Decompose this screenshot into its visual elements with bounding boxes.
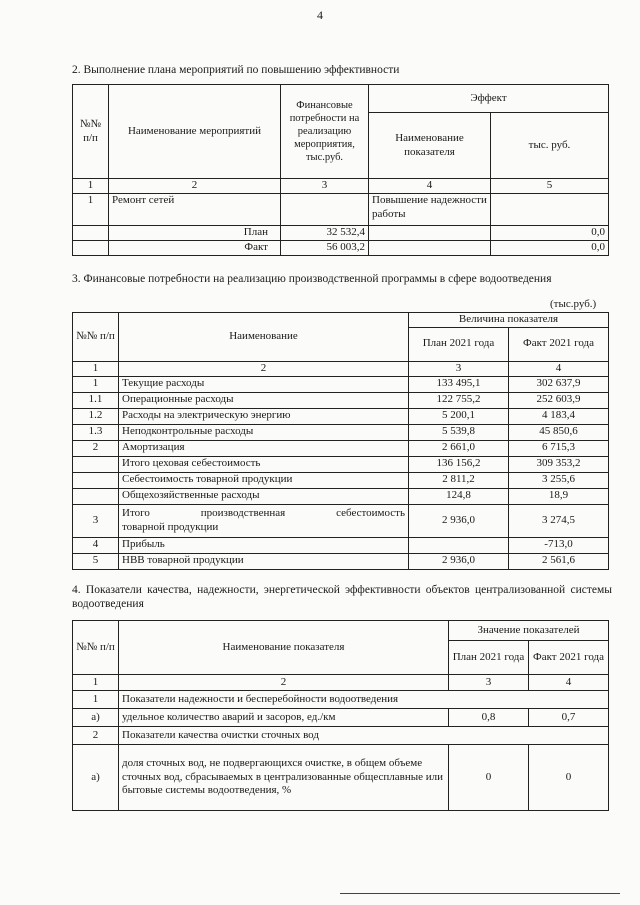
index-cell: 1 [73, 361, 119, 376]
row-num [73, 456, 119, 472]
index-cell: 1 [73, 179, 109, 194]
table-row [73, 745, 609, 811]
row-fin [281, 193, 369, 225]
index-cell: 3 [281, 179, 369, 194]
header-financial-needs: Финансовые потребности на реализацию мероприятия, тыс.руб. [281, 85, 369, 179]
header-indicator-value: Величина показателя [409, 313, 609, 328]
header-num: №№ п/п [73, 85, 109, 179]
page-number: 4 [317, 8, 323, 22]
row-num: 2 [73, 440, 119, 456]
row-num [73, 488, 119, 504]
quality-indicators-table [72, 620, 609, 811]
index-cell: 4 [509, 361, 609, 376]
plan-rub: 0,0 [491, 225, 609, 240]
row-num: 1.3 [73, 424, 119, 440]
row-num: 4 [73, 537, 119, 553]
row-fact: 3 274,5 [509, 504, 609, 537]
row-name: Ремонт сетей [109, 193, 281, 225]
header-plan: План 2021 года [409, 327, 509, 361]
group-name: Показатели качества очистки сточных вод [119, 727, 609, 745]
header-measure-name: Наименование мероприятий [109, 85, 281, 179]
header-fact: Факт 2021 года [529, 641, 609, 675]
header-indicator-name: Наименование показателя [369, 113, 491, 179]
index-cell: 1 [73, 675, 119, 691]
header-plan: План 2021 года [449, 641, 529, 675]
row-fact: 4 183,4 [509, 408, 609, 424]
table-row [73, 709, 609, 727]
table-row-production-cost [73, 504, 609, 537]
table-row-fact [73, 240, 609, 255]
index-cell: 4 [529, 675, 609, 691]
row-plan: 2 936,0 [409, 504, 509, 537]
table-row [73, 392, 609, 408]
row-fact: 3 255,6 [509, 472, 609, 488]
row-fact: 309 353,2 [509, 456, 609, 472]
row-name: Прибыль [119, 537, 409, 553]
fact-rub: 0,0 [491, 240, 609, 255]
row-num [73, 472, 119, 488]
row-name: удельное количество аварий и засоров, ед./км [119, 709, 449, 727]
row-num: 1 [73, 376, 119, 392]
row-name: Неподконтрольные расходы [119, 424, 409, 440]
financial-needs-table [72, 312, 609, 570]
row-name: НВВ товарной продукции [119, 553, 409, 569]
table-row [73, 193, 609, 225]
header-effect: Эффект [369, 85, 609, 113]
table-row [73, 456, 609, 472]
row-fact: 45 850,6 [509, 424, 609, 440]
table-row [73, 472, 609, 488]
fact-fin: 56 003,2 [281, 240, 369, 255]
efficiency-table [72, 84, 609, 256]
header-thousand-rub: тыс. руб. [491, 113, 609, 179]
header-fact: Факт 2021 года [509, 327, 609, 361]
column-index-row [73, 179, 609, 194]
row-fact: 0,7 [529, 709, 609, 727]
table-row [73, 488, 609, 504]
table-group-row [73, 727, 609, 745]
group-num: 2 [73, 727, 119, 745]
row-fact: 2 561,6 [509, 553, 609, 569]
row-plan: 136 156,2 [409, 456, 509, 472]
row-num: а) [73, 745, 119, 811]
row-num: 1 [73, 193, 109, 225]
row-plan: 2 661,0 [409, 440, 509, 456]
row-name-line2: товарной продукции [122, 520, 219, 533]
section-2-title: 2. Выполнение плана мероприятий по повышению эффективности [72, 64, 400, 76]
row-name: Расходы на электрическую энергию [119, 408, 409, 424]
row-plan: 133 495,1 [409, 376, 509, 392]
plan-label: План [109, 225, 281, 240]
row-fact: 6 715,3 [509, 440, 609, 456]
row-num: 5 [73, 553, 119, 569]
group-name: Показатели надежности и бесперебойности водоотведения [119, 691, 609, 709]
row-indicator: Повышение надежности работы [369, 193, 491, 225]
row-fact: 252 603,9 [509, 392, 609, 408]
row-plan: 122 755,2 [409, 392, 509, 408]
column-index-row [73, 361, 609, 376]
index-cell: 4 [369, 179, 491, 194]
row-num: 1.1 [73, 392, 119, 408]
section-3-title: 3. Финансовые потребности на реализацию производственной программы в сфере водоотведения [72, 273, 552, 285]
row-num: 1.2 [73, 408, 119, 424]
table-group-row [73, 691, 609, 709]
row-rub [491, 193, 609, 225]
index-cell: 2 [109, 179, 281, 194]
row-fact: 302 637,9 [509, 376, 609, 392]
row-fact: -713,0 [509, 537, 609, 553]
row-plan: 2 811,2 [409, 472, 509, 488]
row-plan: 0 [449, 745, 529, 811]
row-name: Себестоимость товарной продукции [119, 472, 409, 488]
index-cell: 5 [491, 179, 609, 194]
row-plan: 0,8 [449, 709, 529, 727]
section-4-title: 4. Показатели качества, надежности, энергетической эффективности объектов централизованной системы водоотведения [72, 584, 612, 611]
row-name-line1: Итого производственная себестоимость [122, 506, 405, 519]
table-row [73, 376, 609, 392]
table-row-plan [73, 225, 609, 240]
table-row [73, 537, 609, 553]
index-cell: 3 [449, 675, 529, 691]
index-cell: 2 [119, 675, 449, 691]
table-row [73, 553, 609, 569]
row-plan: 124,8 [409, 488, 509, 504]
header-name: Наименование [119, 313, 409, 362]
header-num: №№ п/п [73, 313, 119, 362]
fact-label: Факт [109, 240, 281, 255]
header-indicator-name: Наименование показателя [119, 621, 449, 675]
row-name: Текущие расходы [119, 376, 409, 392]
units-label: (тыс.руб.) [550, 298, 597, 310]
header-indicator-values: Значение показателей [449, 621, 609, 641]
table-row [73, 424, 609, 440]
group-num: 1 [73, 691, 119, 709]
column-index-row [73, 675, 609, 691]
plan-fin: 32 532,4 [281, 225, 369, 240]
index-cell: 2 [119, 361, 409, 376]
row-name: доля сточных вод, не подвергающихся очистке, в общем объеме сточных вод, сбрасываемых в централизованные общесплавные или бытовые системы водоотведения, % [119, 745, 449, 811]
row-name: Итого цеховая себестоимость [119, 456, 409, 472]
row-fact: 18,9 [509, 488, 609, 504]
row-plan [409, 537, 509, 553]
row-plan: 5 200,1 [409, 408, 509, 424]
row-name: Общехозяйственные расходы [119, 488, 409, 504]
row-name: Амортизация [119, 440, 409, 456]
row-plan: 5 539,8 [409, 424, 509, 440]
row-plan: 2 936,0 [409, 553, 509, 569]
row-name: Операционные расходы [119, 392, 409, 408]
row-fact: 0 [529, 745, 609, 811]
table-row [73, 440, 609, 456]
index-cell: 3 [409, 361, 509, 376]
bottom-rule [340, 893, 620, 894]
table-row [73, 408, 609, 424]
row-num: а) [73, 709, 119, 727]
header-num: №№ п/п [73, 621, 119, 675]
row-num: 3 [73, 504, 119, 537]
